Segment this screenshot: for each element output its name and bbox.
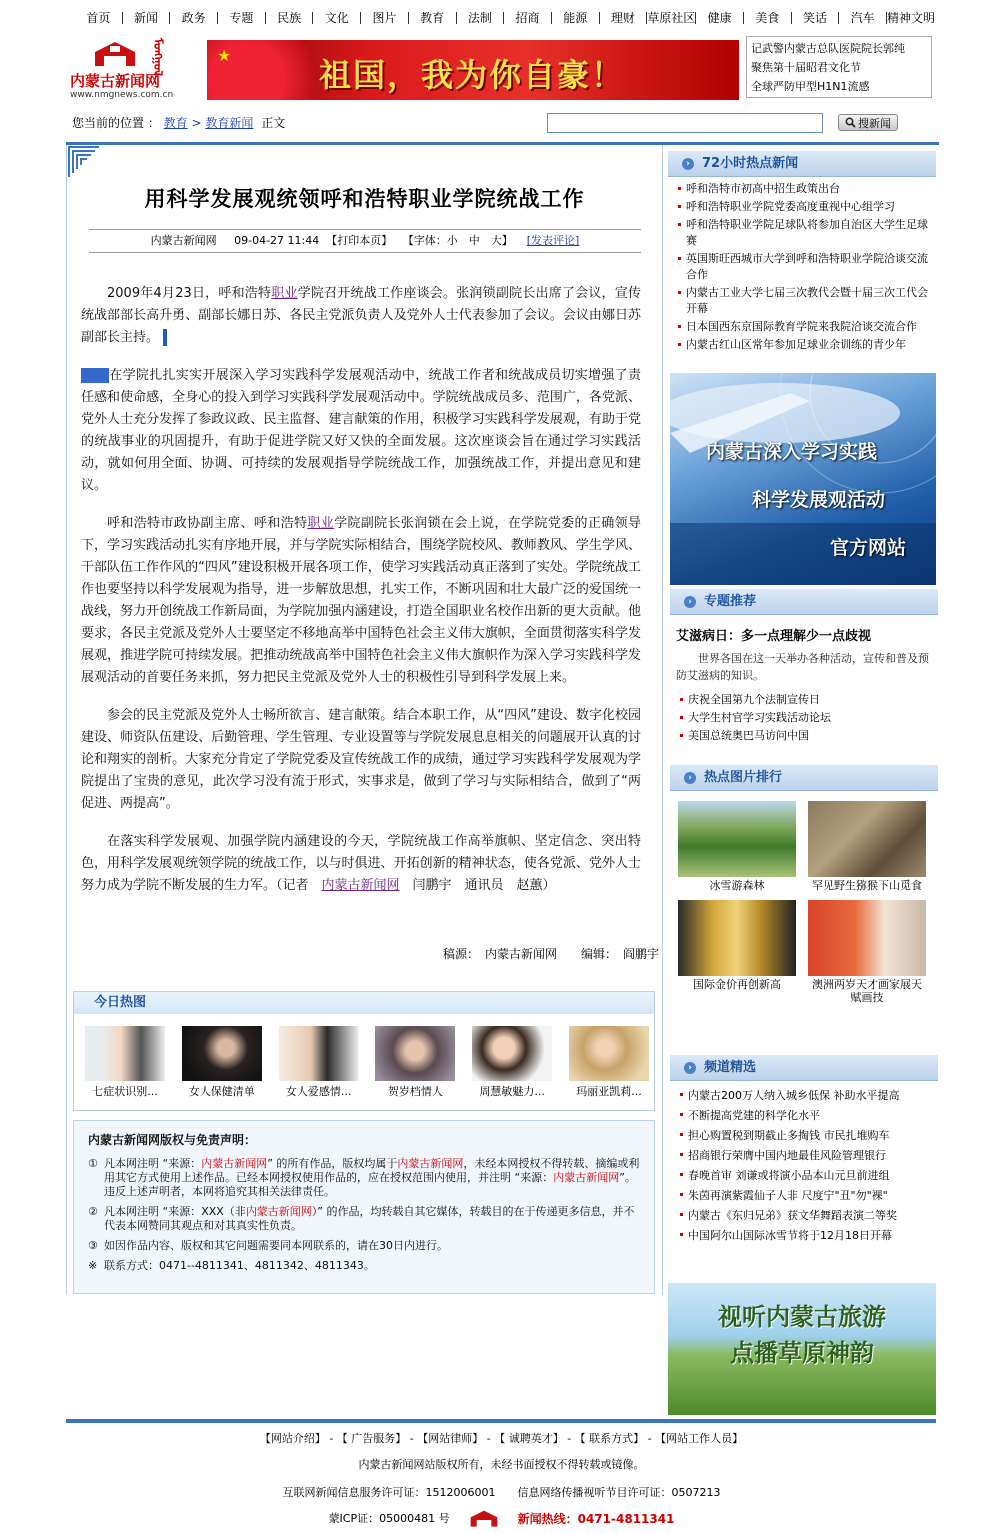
nav-item-culture[interactable]: 文化 <box>313 12 361 24</box>
caption: 七症状识别... <box>92 1085 158 1098</box>
top-banner[interactable] <box>207 40 739 100</box>
item-number: ① <box>88 1157 98 1170</box>
text: 2009年4月23日，呼和浩特 <box>107 286 272 301</box>
breadcrumb-label: 您当前的位置 ： <box>72 116 160 130</box>
article-title: 用科学发展观统领呼和浩特职业学院统战工作 <box>144 186 585 211</box>
photo-thumbnail <box>678 900 796 976</box>
banner-line: 科学发展观活动 <box>752 489 886 511</box>
item-number: ② <box>88 1205 98 1218</box>
meta-source: 内蒙古新闻网 <box>150 234 217 247</box>
section-title: 频道精选 <box>704 1059 757 1075</box>
topic-list <box>670 684 938 744</box>
photo-ranking-header <box>670 765 938 791</box>
text: 学院副院长张润锁在会上说，在学院党委的正确领导下，学习实践活动扎实有序地开展，并与学院实际相结合，围绕学院校风、教师教风、学生学风、干部队伍工作作风的“四风”建设积极开展各项工作，使学习实践活动真正落到了实处。学院统战工作也要坚持以科学发展观为指导，进一步解放思想，扎实工作，不断巩固和壮大最广泛的爱国统一战线，努力开创统战工作新局面，为学院加强内涵建设，打造全国职业名校作出新的更大贡献。他要求，各民主党派及党外人士要坚定不移地高举中国特色社会主义伟大旗帜，全面贯彻落实科学发展观，推进学院可持续发展。把推动统战高举中国特色社会主义伟大旗帜作为深入学习实践科学发展观活动的首要任务来抓，努力把民主党派及党外人士的积极性引导到科学发展上来。 <box>81 516 641 685</box>
paragraph: 参会的民主党派及党外人士畅所欲言、建言献策。结合本职工作，从“四风”建设、数字化校园建设、师资队伍建设、后勤管理、学生管理、专业设置等与学院发展息息相关的问题展开认真的讨论和翔实的剖析。大家充分肯定了学院党委及宣传统战工作的成绩，通过学习实践科学发展观为学院提出了宝贵的意见，此次学习没有流于形式，实事求是，做到了学习与实际相结合，做到了“两促进、两提高”。 <box>81 708 641 811</box>
ranked-photo[interactable] <box>808 801 926 892</box>
channel-item[interactable]: 中国阿尔山国际冰雪节将于12月18日开幕 <box>680 1227 934 1245</box>
comment-link[interactable]: [发表评论] <box>526 234 580 247</box>
text: 在落实科学发展观、加强学院内涵建设的今天，学院统战工作高举旗帜、坚定信念、突出特色，用科学发展观统领学院的统战工作，以与时俱进、开拓创新的精神状态，使各党派、党外人士努力成为学院不断发展的生力军。（记者 <box>81 834 641 893</box>
text: 呼和浩特市政协副主席、呼和浩特 <box>107 516 308 531</box>
nav-item-civilization[interactable]: 精神文明 <box>887 11 936 25</box>
paragraph <box>81 831 641 897</box>
paragraph <box>81 513 641 689</box>
hot-news-item[interactable]: 日本国西东京国际教育学院来我院洽谈交流合作 <box>678 319 935 335</box>
footer-nav[interactable]: 【网站介绍】 - 【 广告服务】 - 【网站律师】 - 【 诚聘英才】 - 【 联系方式】 - 【网站工作人员】 <box>259 1432 744 1445</box>
tourism-video-banner[interactable] <box>668 1283 936 1415</box>
text: ” 的所有作品，版权均属于 <box>267 1157 398 1170</box>
nav-item-community[interactable]: 草原社区 <box>647 11 696 25</box>
topic-item[interactable]: 美国总统奥巴马访问中国 <box>680 728 934 744</box>
print-link[interactable]: 【打印本页】 <box>326 234 393 247</box>
caption: 冰雪游森林 <box>709 879 765 892</box>
hot-photo-item[interactable] <box>278 1026 360 1099</box>
nav-item-topics[interactable]: 专题 <box>218 12 266 24</box>
search-input[interactable] <box>547 113 823 133</box>
photo-thumbnail <box>678 801 796 877</box>
hot-photo-item[interactable] <box>84 1026 166 1099</box>
article-meta <box>89 229 641 253</box>
channel-item[interactable]: 内蒙古200万人纳入城乡低保 补助水平提高 <box>680 1087 934 1105</box>
logo-mark-icon <box>90 38 140 68</box>
keyword-link[interactable]: 职业 <box>307 516 335 531</box>
topic-summary: 世界各国在这一天举办各种活动，宣传和普及预防艾滋病的知识。 <box>676 652 929 682</box>
breadcrumb-education[interactable]: 教育 <box>163 116 188 130</box>
hot-photo-item[interactable] <box>568 1026 650 1099</box>
site-logo[interactable] <box>70 36 200 102</box>
article-source-editor: 稿源： 内蒙古新闻网 编辑： 阎鹏宇 <box>443 947 660 961</box>
copyright-item <box>88 1205 640 1233</box>
hot-news-item[interactable]: 内蒙古红山区常年参加足球业余训练的青少年 <box>678 337 935 351</box>
site-name: 内蒙古新闻网 <box>553 1171 620 1184</box>
headline-link[interactable]: 全球严防甲型H1N1流感 <box>751 80 870 93</box>
nav-item-politics[interactable]: 政务 <box>170 12 218 24</box>
copyright-item <box>88 1239 640 1253</box>
nav-item-photos[interactable]: 图片 <box>361 12 409 24</box>
topic-header <box>670 589 938 615</box>
footer-rights: 内蒙古新闻网站版权所有，未经书面授权不得转载或镜像。 <box>358 1458 645 1471</box>
text: 凡本网注明 “来源：XXX（非 <box>104 1205 246 1218</box>
breadcrumb-education-news[interactable]: 教育新闻 <box>205 116 254 130</box>
nav-item-finance[interactable]: 理财 <box>600 12 648 24</box>
banner-line: 官方网站 <box>830 537 907 559</box>
logo-mongolian-text: ᠮᠣᠩᠭᠣᠯ <box>151 38 165 76</box>
channel-item[interactable]: 春晚首审 刘谦或将演小品本山元旦前进组 <box>680 1167 934 1185</box>
nav-item-law[interactable]: 法制 <box>457 12 505 24</box>
logo-url: www.nmgnews.com.cn <box>70 90 174 100</box>
copyright-item <box>88 1157 640 1199</box>
breadcrumb-separator: > <box>191 116 206 130</box>
text: 凡本网注明 “来源： <box>104 1157 202 1170</box>
footer-license: 互联网新闻信息服务许可证：1512006001 信息网络传播视听节目许可证：0507213 <box>282 1486 721 1499</box>
bullet-arrow-icon: › <box>684 1062 696 1074</box>
topic-headline[interactable]: 艾滋病日：多一点理解少一点歧视 <box>676 629 872 644</box>
bullet-arrow-icon: › <box>684 772 696 784</box>
banner-line: 内蒙古深入学习实践 <box>706 441 878 463</box>
nav-item-food[interactable]: 美食 <box>744 12 792 24</box>
copyright-title: 内蒙古新闻网版权与免责声明： <box>88 1133 257 1147</box>
caption: 女人保健清单 <box>188 1085 255 1098</box>
hot-photo-item[interactable] <box>181 1026 263 1099</box>
banner-line: 点播草原神韵 <box>730 1338 874 1367</box>
site-name: 内蒙古新闻网 <box>201 1157 268 1170</box>
section-title: 72小时热点新闻 <box>702 155 799 171</box>
science-development-banner[interactable] <box>670 373 936 585</box>
channel-item[interactable]: 内蒙古《东归兄弟》获文华舞蹈表演二等奖 <box>680 1207 934 1225</box>
caption: 澳洲两岁天才画家展天赋画技 <box>812 978 922 1004</box>
article-body <box>81 283 641 913</box>
nav-item-auto[interactable]: 汽车 <box>839 12 887 24</box>
headline-link[interactable]: 记武警内蒙古总队医院院长郭纯 <box>751 42 905 55</box>
meta-time: 09-04-27 11:44 <box>234 234 320 247</box>
contact-info: 联系方式：0471--4811341、4811342、4811343。 <box>104 1259 375 1272</box>
headline-box <box>746 36 932 98</box>
nav-item-home[interactable]: 首页 <box>75 12 123 24</box>
site-name: 内蒙古新闻网 <box>397 1157 464 1170</box>
text: ）” 的作品，均转载自其它媒体，转载目的在于传递更多信息，并不代表本网赞同其观点和对其真实性负责。 <box>104 1205 635 1232</box>
channel-item[interactable]: 招商银行荣膺中国内地最佳风险管理银行 <box>680 1147 934 1165</box>
bullet-arrow-icon: › <box>684 596 696 608</box>
photo-thumbnail <box>569 1026 649 1081</box>
footer-divider <box>66 1419 936 1423</box>
paragraph <box>81 283 641 349</box>
reporter-link[interactable]: 内蒙古新闻网 <box>321 878 400 893</box>
search-button-label: 搜新闻 <box>858 116 891 130</box>
copyright-item <box>88 1259 640 1273</box>
search-icon <box>845 117 856 128</box>
photo-thumbnail <box>85 1026 165 1081</box>
text: 闫鹏宇 通讯员 赵蕙） <box>399 878 556 893</box>
hot-news-list <box>668 177 939 351</box>
channel-header <box>670 1055 938 1081</box>
channel-item[interactable]: 朱茵再演紫霞仙子人非 尺度宁"丑"勿"裸" <box>680 1187 934 1205</box>
corner-ornament-icon <box>67 145 101 179</box>
bullet-arrow-icon: › <box>682 158 694 170</box>
star-icon: ★ <box>217 46 232 65</box>
caption: 国际金价再创新高 <box>693 978 781 991</box>
channel-item[interactable]: 担心购置税到期截止多掏钱 市民扎堆购车 <box>680 1127 934 1145</box>
caption: 周慧敏魅力... <box>479 1085 545 1098</box>
headline-link[interactable]: 聚焦第十届昭君文化节 <box>751 61 861 74</box>
text: 在学院扎扎实实开展深入学习实践科学发展观活动中，统战工作者和统战成员切实增强了责任感和使命感，全身心的投入到学习实践科学发展观活动中。学院统战成员多、范围广，各党派、党外人士充分发挥了参政议政、民主监督、建言献策的作用，积极学习实践科学发展观，有助于党的统战事业的巩固提升，有助于促进学院又好又快的全面发展。这次座谈会旨在通过学习实践活动，就如何用全面、协调、可持续的发展观指导学院统战工作，加强统战工作，并提出意见和建议。 <box>81 368 641 493</box>
nav-item-jokes[interactable]: 笑话 <box>792 12 840 24</box>
text: 学院召开统战工作座谈会。张润锁副院长出席了会议，宣传统战部部长高升勇、副部长娜日苏、各民主党派负责人及党外人士代表参加了会议。会议由娜日苏副部长主持。 <box>81 286 641 345</box>
nav-item-education[interactable]: 教育 <box>409 12 457 24</box>
sidebar <box>668 145 939 1415</box>
keyword-link[interactable]: 职业 <box>271 286 298 301</box>
nav-item-health[interactable]: 健康 <box>696 12 744 24</box>
nav-item-investment[interactable]: 招商 <box>504 12 552 24</box>
nav-item-energy[interactable]: 能源 <box>552 12 600 24</box>
today-hot-photos <box>73 991 655 1111</box>
site-name: 内蒙古新闻网 <box>245 1205 312 1218</box>
photo-thumbnail <box>279 1026 359 1081</box>
hot-news-item[interactable]: 内蒙古工业大学七届三次教代会暨十届三次工代会开幕 <box>678 285 935 317</box>
photo-thumbnail <box>375 1026 455 1081</box>
text: 如因作品内容、版权和其它问题需要同本网联系的，请在30日内进行。 <box>104 1239 448 1252</box>
today-hot-title: 今日热图 <box>74 992 654 1014</box>
icp-number: 蒙ICP证：05000481 号 <box>328 1512 450 1525</box>
caption: 玛丽亚凯莉... <box>576 1085 642 1098</box>
topic-item[interactable]: 庆祝全国第九个法制宣传日 <box>680 692 934 708</box>
photo-thumbnail <box>472 1026 552 1081</box>
photo-thumbnail <box>808 801 926 877</box>
hot-news-item[interactable]: 呼和浩特市初高中招生政策出台 <box>678 181 935 197</box>
banner-text: 祖国，我为你自豪！ <box>319 56 626 94</box>
search-button[interactable] <box>838 114 898 131</box>
channel-picks <box>670 1055 938 1247</box>
selection-highlight <box>81 368 109 383</box>
hot-photo-item[interactable] <box>374 1026 456 1099</box>
ranked-photo[interactable] <box>678 801 796 892</box>
logo-name: 内蒙古新闻网 <box>70 72 161 90</box>
section-title: 热点图片排行 <box>704 769 783 785</box>
hot-photo-ranking <box>670 765 938 1004</box>
caption: 女人爱感情... <box>285 1085 352 1098</box>
footer-contact <box>0 1508 1003 1528</box>
ranked-photo[interactable] <box>808 900 926 1004</box>
item-number: ③ <box>88 1239 98 1252</box>
paragraph <box>81 365 641 497</box>
breadcrumb <box>72 114 285 131</box>
hot-photo-item[interactable] <box>471 1026 553 1099</box>
breadcrumb-current: 正文 <box>261 116 286 130</box>
hot-news-item[interactable]: 英国斯旺西城市大学到呼和浩特职业学院洽谈交流合作 <box>678 251 935 283</box>
hot-news-item[interactable]: 呼和浩特职业学院足球队将参加自治区大学生足球赛 <box>678 217 935 249</box>
caption: 罕见野生猕猴下山觅食 <box>812 879 922 892</box>
item-number: ※ <box>88 1259 98 1272</box>
article-column <box>66 145 663 1295</box>
topic-recommend <box>670 589 938 746</box>
banner-line: 视听内蒙古旅游 <box>718 1302 886 1331</box>
section-title: 专题推荐 <box>704 593 757 609</box>
news-hotline: 新闻热线：0471-4811341 <box>517 1511 675 1526</box>
topic-item[interactable]: 大学生村官学习实践活动论坛 <box>680 710 934 726</box>
text-cursor <box>163 329 167 346</box>
hot-news-header <box>668 151 936 177</box>
copyright-notice <box>73 1120 655 1294</box>
text: ”。违反上述声明者，本网将追究其相关法律责任。 <box>104 1171 636 1198</box>
nav-item-ethnic[interactable]: 民族 <box>266 12 314 24</box>
ranked-photo[interactable] <box>678 900 796 1004</box>
hot-news-item[interactable]: 呼和浩特职业学院党委高度重视中心组学习 <box>678 199 935 215</box>
photo-thumbnail <box>808 900 926 976</box>
caption: 贺岁档情人 <box>387 1085 443 1098</box>
photo-thumbnail <box>182 1026 262 1081</box>
font-size-control[interactable]: 【字体：小 中 大】 <box>402 234 513 247</box>
footer-logo-icon <box>464 1508 504 1528</box>
channel-list <box>670 1081 938 1245</box>
top-nav <box>75 8 935 28</box>
nav-item-news[interactable]: 新闻 <box>123 12 171 24</box>
text: ，未经本网授权不得转载、摘编或利用其它方式使用上述作品。已经本网授权使用作品的，应在授权范围内使用，并注明 “来源： <box>104 1157 640 1184</box>
channel-item[interactable]: 不断提高党建的科学化水平 <box>680 1107 934 1125</box>
